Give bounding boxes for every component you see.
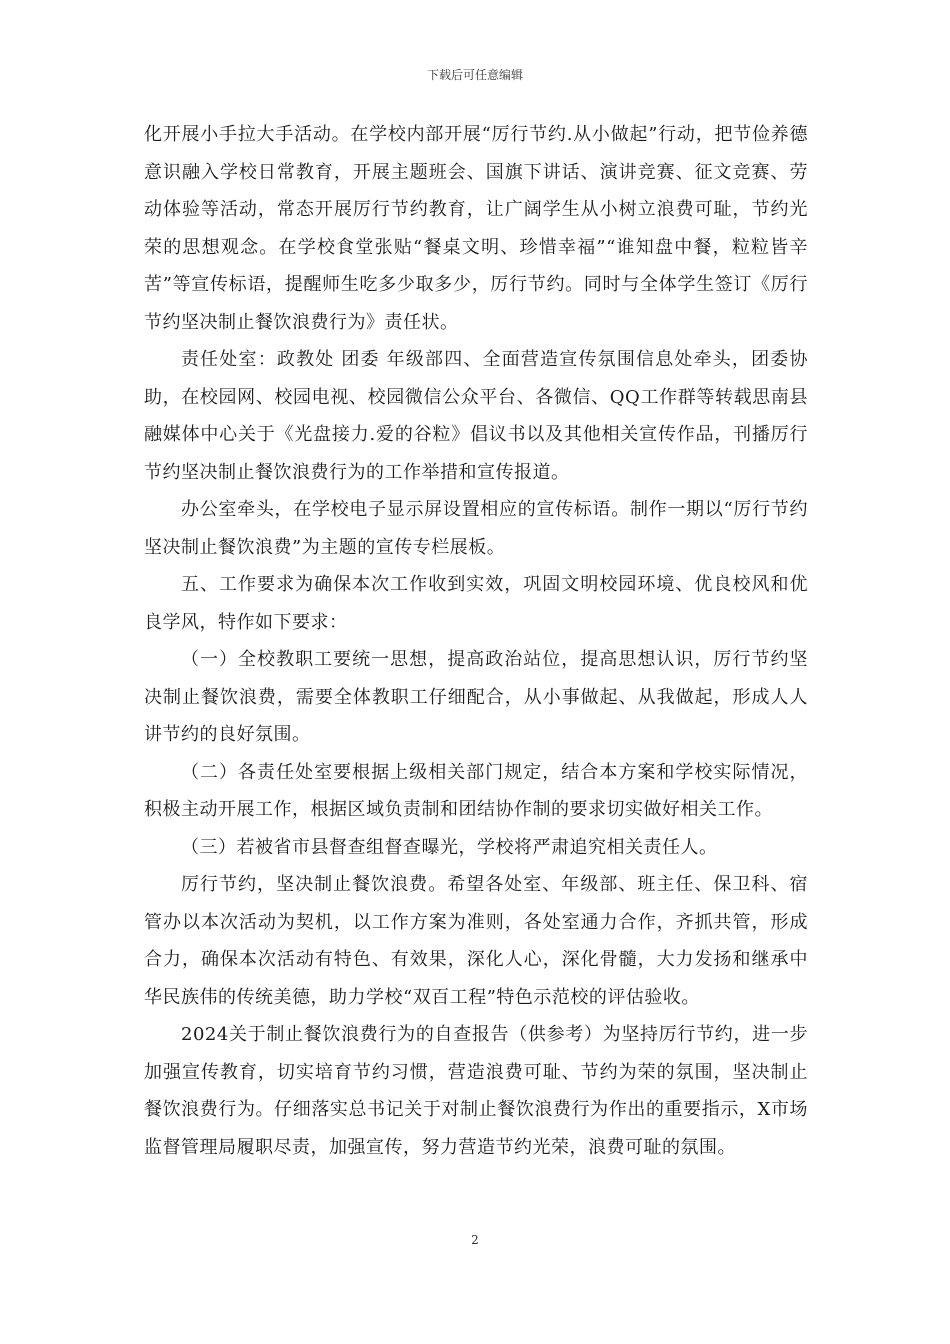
- paragraph-requirement-2: （二）各责任处室要根据上级相关部门规定，结合本方案和学校实际情况，积极主动开展工作，根据区域负责制和团结协作制的要求切实做好相关工作。: [144, 761, 808, 820]
- paragraph-responsibility: 责任处室：政教处 团委 年级部四、全面营造宣传氛围信息处牵头，团委协助，在校园网、校园电视、校园微信公众平台、各微信、QQ工作群等转载思南县融媒体中心关于《光盘接力.爱的谷粒》倡议书以及其他相关宣传作品，刊播厉行节约坚决制止餐饮浪费行为的工作举措和宣传报道。: [144, 349, 808, 483]
- page-header: 下载后可任意编辑: [426, 68, 523, 82]
- paragraph-conclusion: 厉行节约，坚决制止餐饮浪费。希望各处室、年级部、班主任、保卫科、宿管办以本次活动为契机，以工作方案为准则，各处室通力合作，齐抓共管，形成合力，确保本次活动有特色、有效果，深化人心，深化骨髓，大力发扬和继承中华民族伟的传统美德，助力学校“双百工程”特色示范校的评估验收。: [144, 874, 808, 1008]
- document-body: [144, 116, 808, 1166]
- paragraph-requirement-3: （三）若被省市县督查组督查曝光，学校将严肃追究相关责任人。: [181, 836, 718, 858]
- paragraph-self-report: 2024关于制止餐饮浪费行为的自查报告（供参考）为坚持厉行节约，进一步加强宣传教育，切实培育节约习惯，营造浪费可耻、节约为荣的氛围，坚决制止餐饮浪费行为。仔细落实总书记关于对制止餐饮浪费行为作出的重要指示，X市场监督管理局履职尽责，加强宣传，努力营造节约光荣，浪费可耻的氛围。: [144, 1024, 808, 1158]
- paragraph-continuation: 化开展小手拉大手活动。在学校内部开展“厉行节约.从小做起”行动，把节俭养德意识融入学校日常教育，开展主题班会、国旗下讲话、演讲竞赛、征文竞赛、劳动体验等活动，常态开展厉行节约教育，让广阔学生从小树立浪费可耻，节约光荣的思想观念。在学校食堂张贴“餐桌文明、珍惜幸福”“谁知盘中餐，粒粒皆辛苦”等宣传标语，提醒师生吃多少取多少，厉行节约。同时与全体学生签订《厉行节约坚决制止餐饮浪费行为》责任状。: [144, 124, 808, 333]
- paragraph-work-requirements: 五、工作要求为确保本次工作收到实效，巩固文明校园环境、优良校风和优良学风，特作如下要求：: [144, 574, 808, 633]
- page-number: 2: [471, 1233, 479, 1247]
- paragraph-requirement-1: （一）全校教职工要统一思想，提高政治站位，提高思想认识，厉行节约坚决制止餐饮浪费，需要全体教职工仔细配合，从小事做起、从我做起，形成人人讲节约的良好氛围。: [144, 649, 808, 745]
- paragraph-office: 办公室牵头，在学校电子显示屏设置相应的宣传标语。制作一期以“厉行节约坚决制止餐饮浪费”为主题的宣传专栏展板。: [144, 499, 808, 558]
